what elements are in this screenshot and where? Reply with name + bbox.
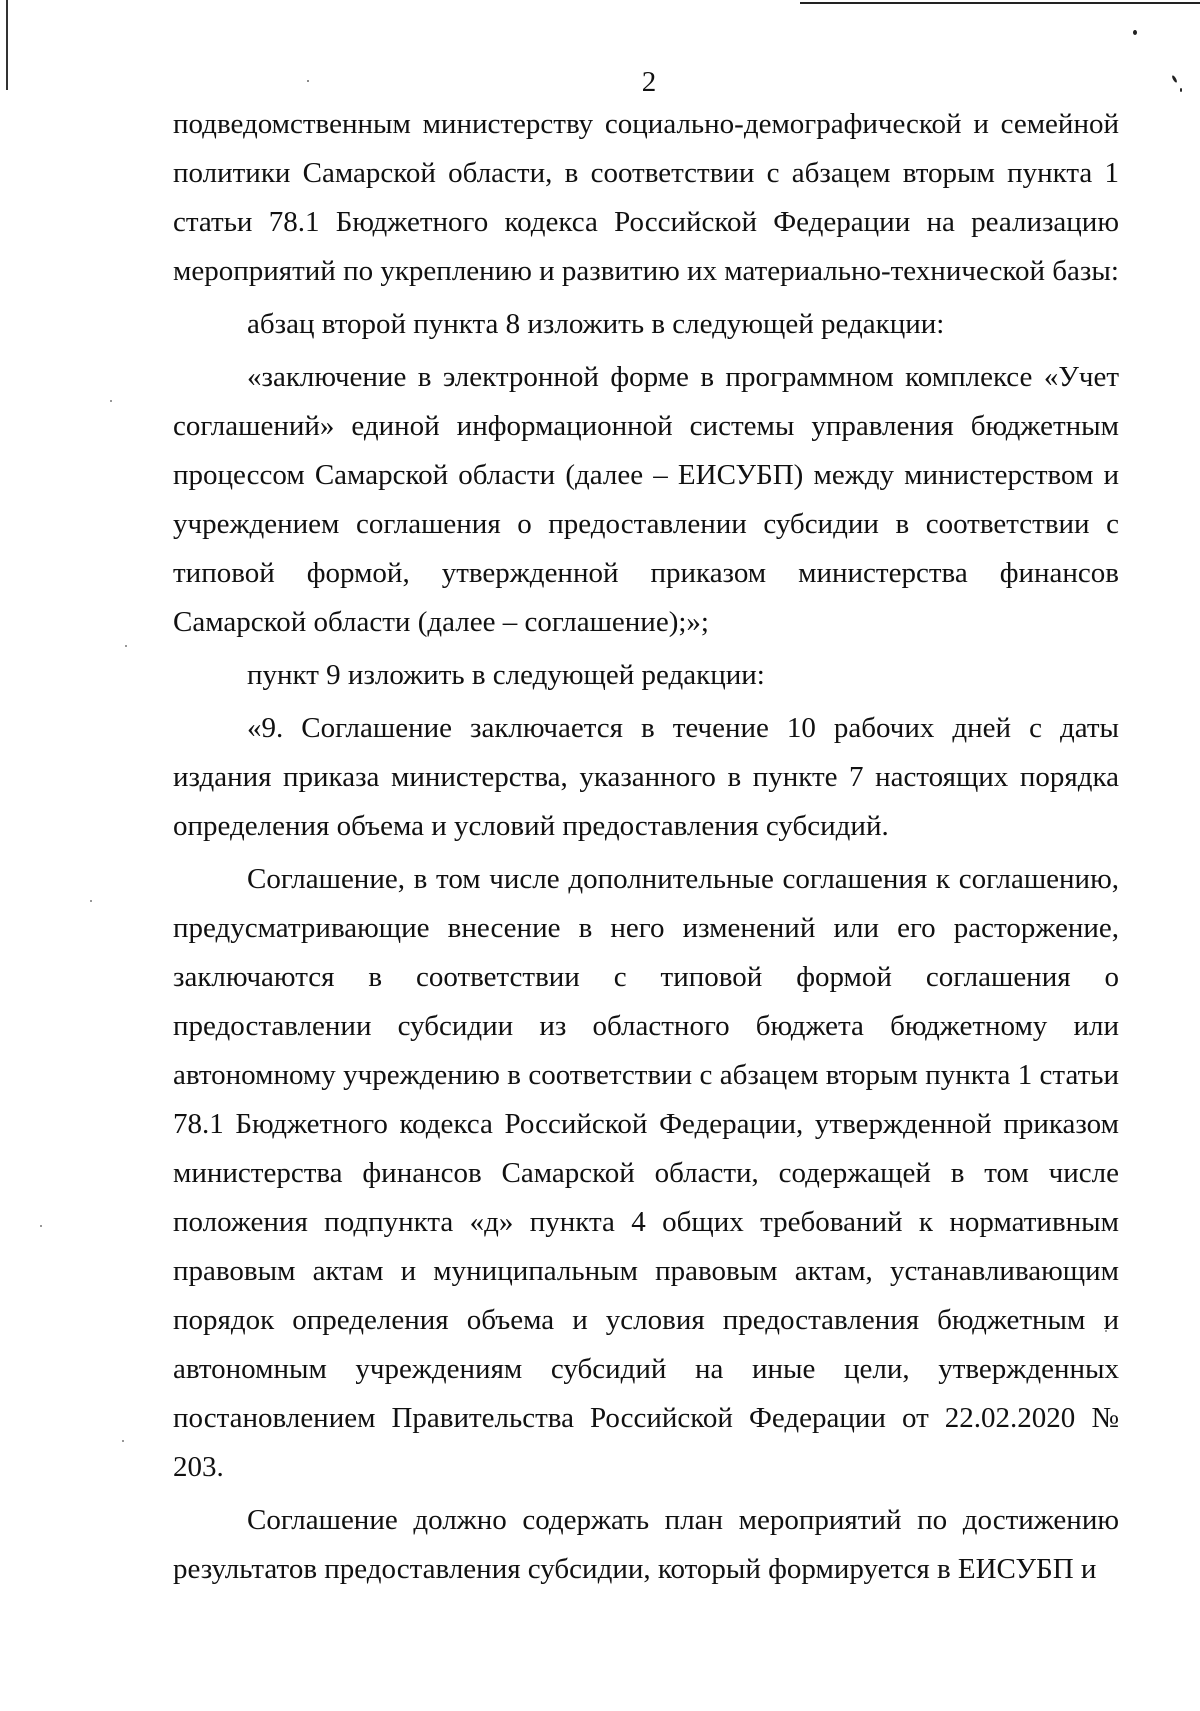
scan-speck (122, 1440, 124, 1442)
paragraph: Соглашение, в том числе дополнительные соглашения к соглашению, предусматривающие внесение в него изменений или его расторжение, заключаются в соответствии с типовой формой соглашения о предоставлении субсидии из областного бюджета бюджетному или автономному учреждению в соответствии с абзацем вторым пункта 1 статьи 78.1 Бюджетного кодекса Российской Федерации, утвержденной приказом министерства финансов Самарской области, содержащей в том числе положения подпункта «д» пункта 4 общих требований к нормативным правовым актам и муниципальным правовым актам, устанавливающим порядок определения объема и условия предоставления бюджетным и автономным учреждениям субсидий на иные цели, утвержденных постановлением Правительства Российской Федерации от 22.02.2020 № 203. (173, 863, 1119, 1483)
scan-speck (40, 1225, 42, 1227)
paragraph-quoted-amendment: «заключение в электронной форме в программном комплексе «Учет соглашений» единой информационной системы управления бюджетным процессом Самарской области (далее – ЕИСУБП) между министерством и учреждением соглашения о предоставлении субсидии в соответствии с типовой формой, утвержденной приказом министерства финансов Самарской области (далее – соглашение);»; (173, 361, 1119, 638)
paragraph: пункт 9 изложить в следующей редакции: (247, 659, 765, 691)
scan-speck (110, 400, 112, 402)
scan-speck (90, 900, 92, 902)
scan-edge-line (800, 2, 1200, 4)
page-number: 2 (641, 66, 657, 98)
paragraph-continuation: подведомственным министерству социально-демографической и семейной политики Самарской области, в соответствии с абзацем вторым пункта 1 статьи 78.1 Бюджетного кодекса Российской Федерации на реализацию мероприятий по укреплению и развитию их материально-технической базы: (173, 108, 1119, 287)
paragraph-quoted-amendment: «9. Соглашение заключается в течение 10 рабочих дней с даты издания приказа министерства, указанного в пункте 7 настоящих порядка определения объема и условий предоставления субсидий. (173, 712, 1119, 842)
scan-speck (125, 645, 127, 647)
paragraph: Соглашение должно содержать план мероприятий по достижению результатов предоставления субсидии, который формируется в ЕИСУБП и (173, 1504, 1119, 1585)
scan-speck (1133, 30, 1137, 35)
document-body (173, 100, 1119, 1594)
paragraph: абзац второй пункта 8 изложить в следующей редакции: (247, 308, 945, 340)
